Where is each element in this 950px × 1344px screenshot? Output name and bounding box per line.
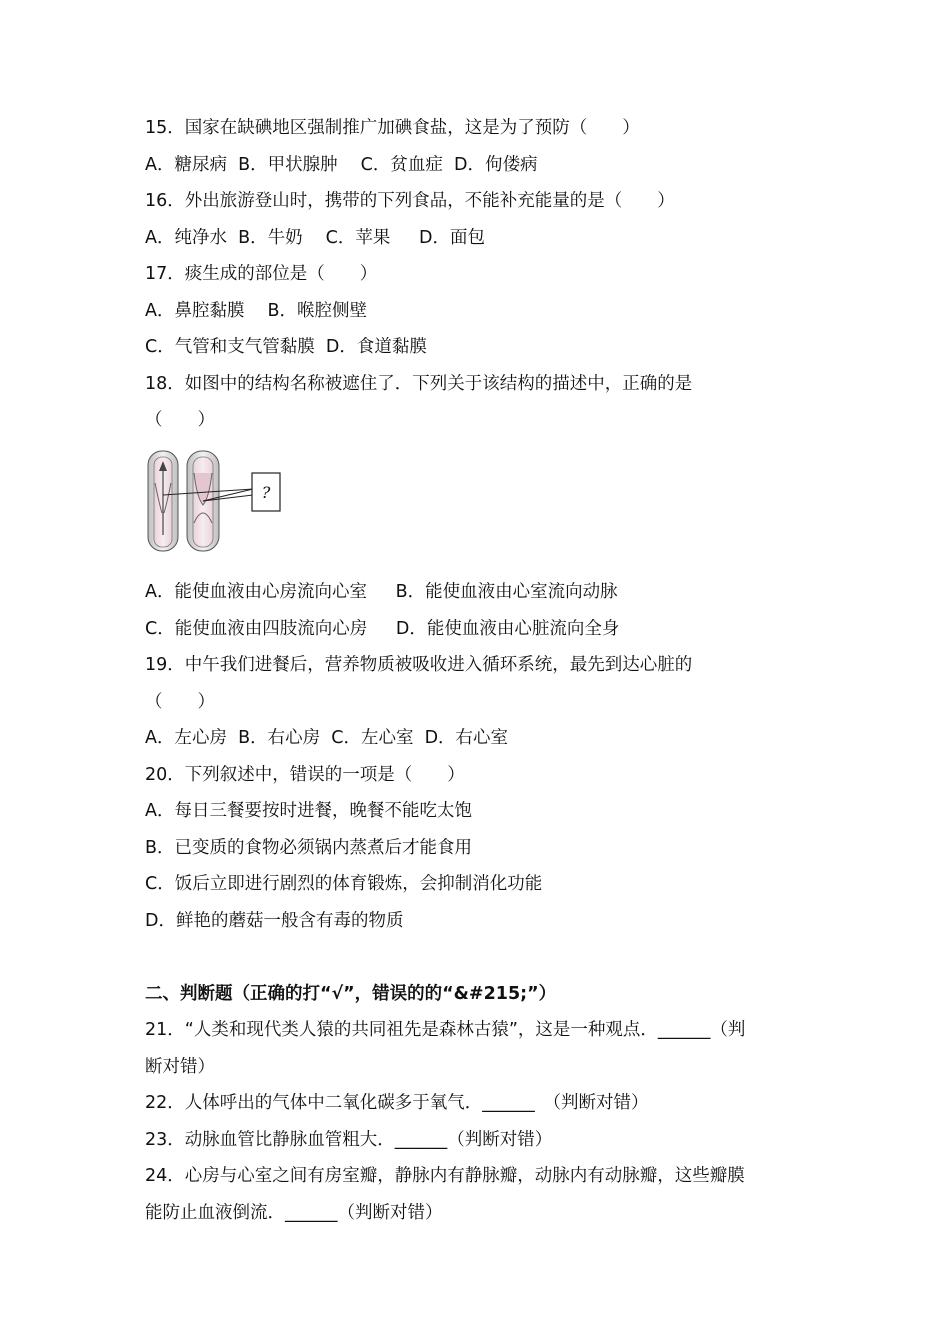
- question-17-options-row1: A．鼻腔黏膜 B．喉腔侧壁: [145, 301, 368, 321]
- question-18-options-row2: C．能使血液由四肢流向心房 D．能使血液由心脏流向全身: [145, 619, 620, 639]
- question-19-stem-cont: （ ）: [145, 692, 215, 712]
- question-16-stem: 16．外出旅游登山时，携带的下列食品，不能补充能量的是（ ）: [145, 191, 675, 211]
- question-20-stem: 20．下列叙述中，错误的一项是（ ）: [145, 765, 465, 785]
- figure-label: ?: [261, 483, 271, 502]
- question-23: 23．动脉血管比静脉血管粗大．______（判断对错）: [145, 1130, 553, 1150]
- question-19-stem: 19．中午我们进餐后，营养物质被吸收进入循环系统，最先到达心脏的: [145, 655, 693, 675]
- question-20-option-c: C．饭后立即进行剧烈的体育锻炼，会抑制消化功能: [145, 874, 543, 894]
- open-valve-vessel: [148, 451, 178, 551]
- question-18-stem-cont: （ ）: [145, 410, 215, 430]
- question-16-options: A．纯净水 B．牛奶 C．苹果 D．面包: [145, 228, 485, 248]
- question-18-options-row1: A．能使血液由心房流向心室 B．能使血液由心室流向动脉: [145, 582, 618, 602]
- question-24-cont: 能防止血液倒流．______（判断对错）: [145, 1203, 443, 1223]
- question-22: 22．人体呼出的气体中二氧化碳多于氧气．______ （判断对错）: [145, 1093, 649, 1113]
- question-17-options-row2: C．气管和支气管黏膜 D．食道黏膜: [145, 337, 427, 357]
- vein-valve-figure: [145, 443, 285, 555]
- question-15-options: A．糖尿病 B．甲状腺肿 C．贫血症 D．佝偻病: [145, 155, 538, 175]
- question-21-cont: 断对错）: [145, 1057, 215, 1077]
- section-2-heading: 二、判断题（正确的打“√”，错误的的“&#215;”）: [145, 984, 557, 1004]
- question-20-option-d: D．鲜艳的蘑菇一般含有毒的物质: [145, 911, 404, 931]
- question-19-options: A．左心房 B．右心房 C．左心室 D．右心室: [145, 728, 509, 748]
- question-15-stem: 15．国家在缺碘地区强制推广加碘食盐，这是为了预防（ ）: [145, 118, 640, 138]
- question-24: 24．心房与心室之间有房室瓣，静脉内有静脉瓣，动脉内有动脉瓣，这些瓣膜: [145, 1166, 745, 1186]
- question-17-stem: 17．痰生成的部位是（ ）: [145, 264, 378, 284]
- question-21: 21．“人类和现代类人猿的共同祖先是森林古猿”，这是一种观点．______（判: [145, 1020, 746, 1040]
- question-18-stem: 18．如图中的结构名称被遮住了．下列关于该结构的描述中，正确的是: [145, 374, 693, 394]
- question-20-option-b: B．已变质的食物必须锅内蒸煮后才能食用: [145, 838, 473, 858]
- question-20-option-a: A．每日三餐要按时进餐，晚餐不能吃太饱: [145, 801, 472, 821]
